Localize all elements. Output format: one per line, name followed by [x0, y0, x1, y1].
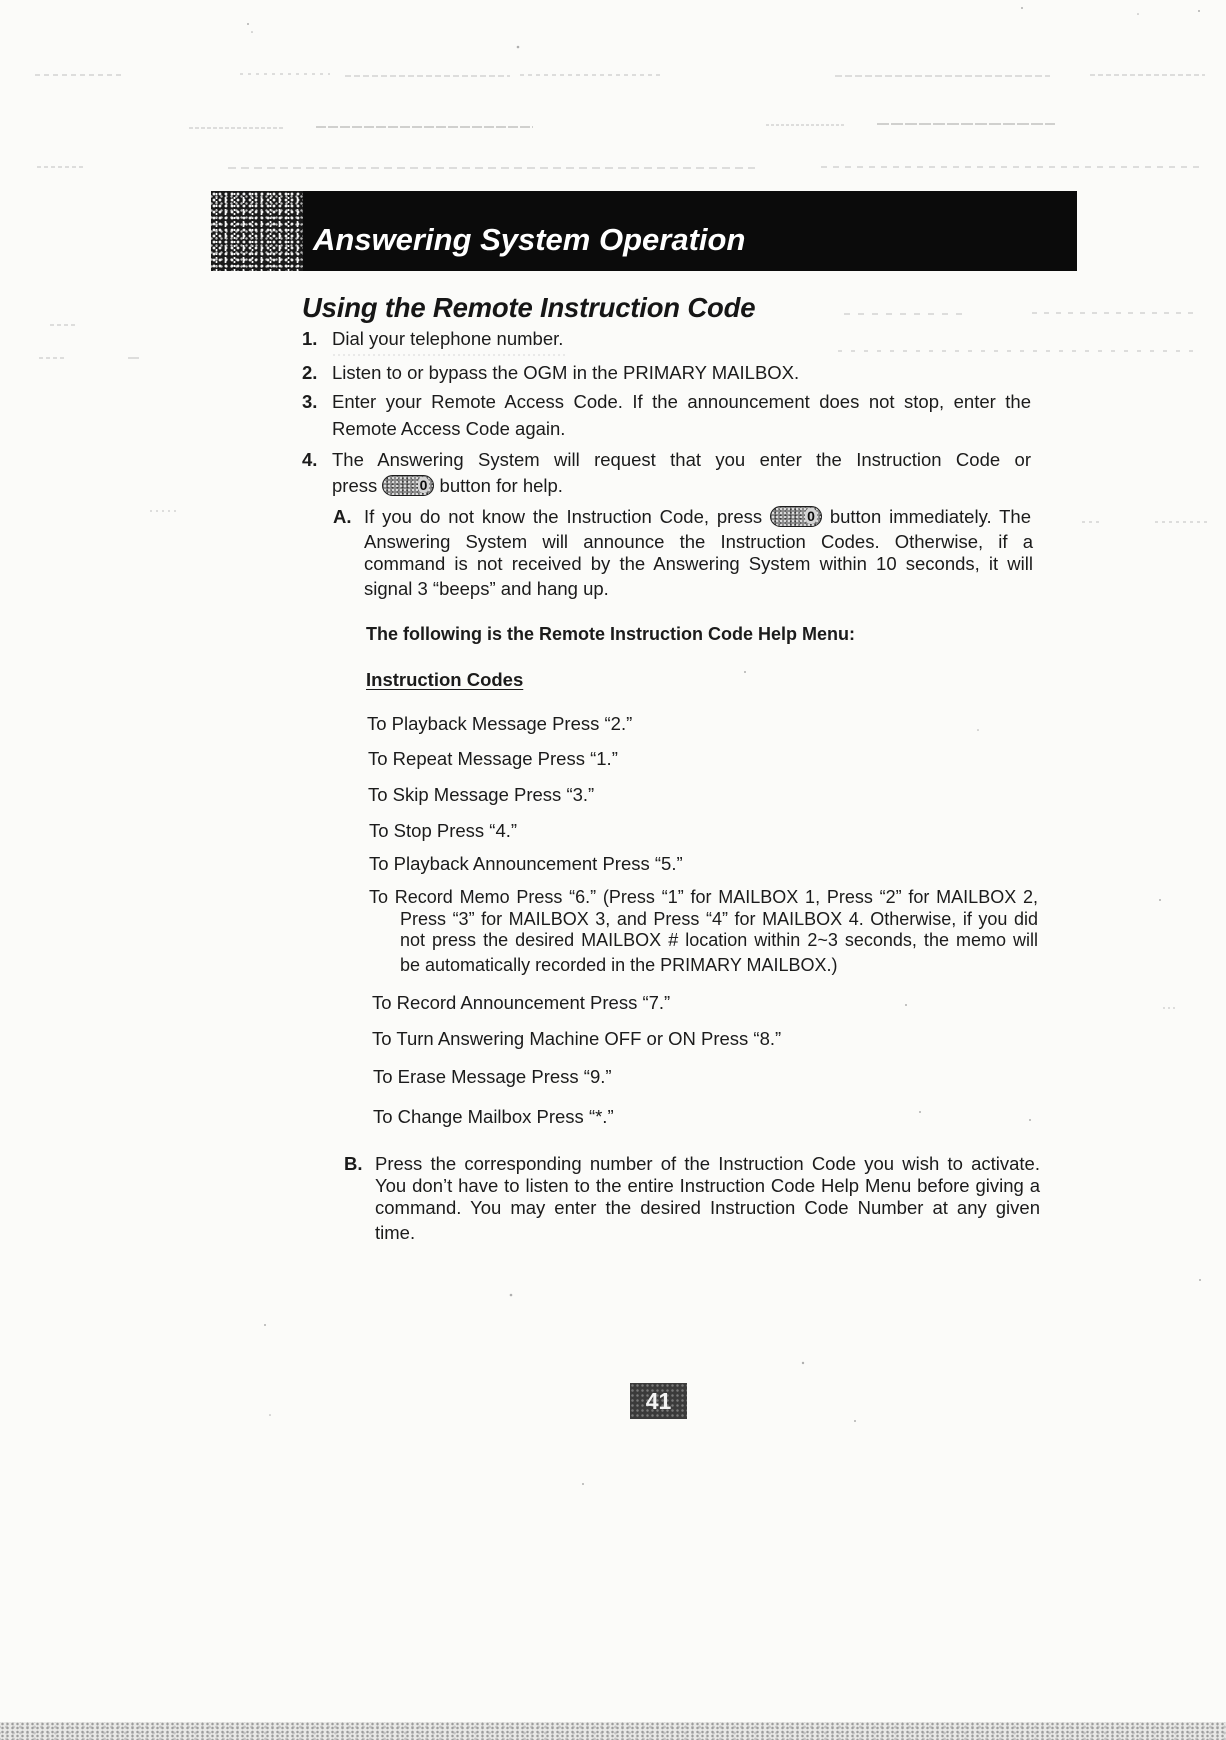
code-item-skip-message: To Skip Message Press “3.” [368, 784, 595, 805]
scan-speck [510, 1294, 513, 1297]
scan-speck [1159, 899, 1161, 901]
substep-b-line-4: time. [375, 1222, 416, 1243]
section-title: Using the Remote Instruction Code [302, 292, 756, 323]
substep-a-line-3: command is not received by the Answering System within 10 seconds, it will [364, 553, 1033, 574]
code-item-repeat-message: To Repeat Message Press “1.” [368, 748, 618, 769]
substep-b-line-2: You don’t have to listen to the entire Instruction Code Help Menu before giving a [375, 1175, 1040, 1196]
chapter-header-bar [211, 191, 1077, 271]
substep-a-line-2: Answering System will announce the Instruction Codes. Otherwise, if a [364, 531, 1033, 552]
scan-edge-noise [0, 1722, 1226, 1740]
step-3-line-1: Enter your Remote Access Code. If the announcement does not stop, enter the [332, 391, 1031, 412]
record-memo-continuation-2: not press the desired MAILBOX # location within 2~3 seconds, the memo will [400, 930, 1038, 950]
step-3-line-2: Remote Access Code again. [332, 418, 566, 439]
step-2-number: 2. [302, 362, 318, 383]
scan-speck [905, 1004, 907, 1006]
scan-speck [251, 31, 253, 33]
code-item-toggle-machine: To Turn Answering Machine OFF or ON Press “8.” [372, 1028, 782, 1049]
scan-speck [744, 671, 746, 673]
help-key-icon [382, 475, 434, 496]
scan-speck [1021, 7, 1023, 9]
substep-b-label: B. [344, 1153, 363, 1174]
record-memo-continuation-1: Press “3” for MAILBOX 3, and Press “4” for MAILBOX 4. Otherwise, if you did [400, 909, 1038, 929]
scan-speck [1029, 1119, 1031, 1121]
code-item-stop: To Stop Press “4.” [369, 820, 518, 841]
scan-speck [1198, 10, 1200, 12]
step-4-text-before-key: press [332, 475, 378, 496]
code-item-playback-message: To Playback Message Press “2.” [367, 713, 633, 734]
scan-speck [517, 46, 520, 49]
substep-a-line-1 [364, 506, 1031, 527]
step-4-line-1: The Answering System will request that you enter the Instruction Code or [332, 449, 1031, 470]
scan-speck [854, 1420, 856, 1422]
step-1-number: 1. [302, 328, 318, 349]
step-1-text: Dial your telephone number. [332, 328, 564, 349]
page-number: 41 [630, 1383, 687, 1419]
code-item-change-mailbox: To Change Mailbox Press “*.” [373, 1106, 614, 1127]
code-item-record-announcement: To Record Announcement Press “7.” [372, 992, 671, 1013]
step-4-text-after-key: button for help. [439, 475, 563, 496]
scan-speck [264, 1324, 266, 1326]
substep-b-line-3: command. You may enter the desired Instruction Code Number at any given [375, 1197, 1040, 1218]
help-key-icon [770, 506, 822, 527]
substep-a-text-before-key: If you do not know the Instruction Code, press [364, 506, 763, 527]
scan-speck [1199, 1279, 1201, 1281]
help-key-glyph: 0 [807, 508, 815, 524]
code-item-record-memo: To Record Memo Press “6.” (Press “1” for MAILBOX 1, Press “2” for MAILBOX 2, [369, 887, 1038, 907]
substep-a-line-4: signal 3 “beeps” and hang up. [364, 578, 609, 599]
instruction-codes-heading: Instruction Codes [366, 669, 524, 690]
step-4-number: 4. [302, 449, 318, 470]
step-2-text: Listen to or bypass the OGM in the PRIMARY MAILBOX. [332, 362, 800, 383]
step-4-line-2 [332, 475, 563, 496]
header-halftone-pattern [211, 191, 303, 271]
code-item-playback-announcement: To Playback Announcement Press “5.” [369, 853, 683, 874]
scan-speck [269, 1414, 271, 1416]
scan-speck [582, 1483, 584, 1485]
step-3-number: 3. [302, 391, 318, 412]
substep-a-text-after-key: button immediately. The [829, 506, 1031, 527]
code-item-erase-message: To Erase Message Press “9.” [373, 1066, 612, 1087]
scan-speck [802, 1362, 804, 1364]
chapter-title: Answering System Operation [313, 222, 746, 257]
scan-speck [977, 729, 979, 731]
help-key-glyph: 0 [419, 477, 428, 493]
help-menu-heading: The following is the Remote Instruction Code Help Menu: [366, 624, 856, 644]
substep-a-label: A. [333, 506, 352, 527]
record-memo-continuation-3: be automatically recorded in the PRIMARY MAILBOX.) [400, 955, 838, 975]
scan-speck [919, 1111, 921, 1113]
scan-speck [1137, 13, 1139, 15]
substep-b-line-1: Press the corresponding number of the Instruction Code you wish to activate. [375, 1153, 1040, 1174]
scan-speck [247, 23, 249, 25]
